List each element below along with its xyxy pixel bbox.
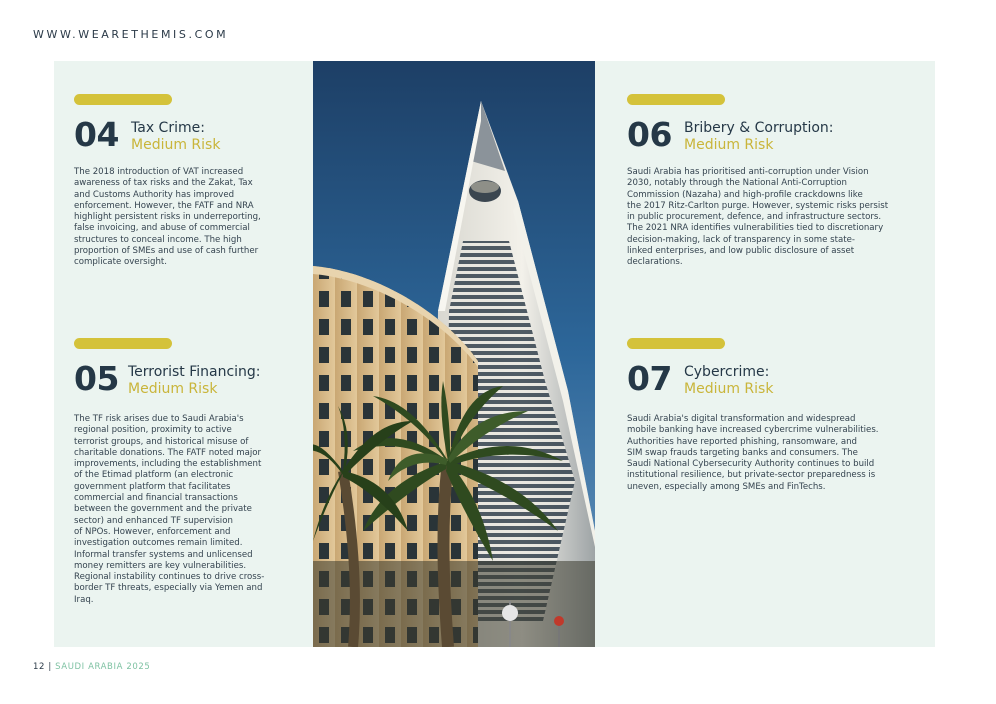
accent-bar xyxy=(627,94,725,105)
section-body: Saudi Arabia's digital transformation and widespread mobile banking have increased cybercrime vulnerabilities. Authorities have reported phishing, ransomware, and SIM swap frauds targeting banks and consumers. The Saudi National Cybersecurity Authority continues to build institutional resilience, but private-sector preparedness is uneven, especially among SMEs and FinTechs. xyxy=(627,414,879,492)
section-bribery-corruption xyxy=(627,94,927,284)
section-number: 07 xyxy=(627,359,672,398)
risk-level: Medium Risk xyxy=(684,381,774,397)
section-number: 06 xyxy=(627,115,672,154)
footer-separator: | xyxy=(48,662,52,672)
section-title: Terrorist Financing: xyxy=(128,364,261,380)
risk-level: Medium Risk xyxy=(684,137,774,153)
section-title: Tax Crime: xyxy=(131,120,205,136)
section-title: Cybercrime: xyxy=(684,364,770,380)
section-title: Bribery & Corruption: xyxy=(684,120,834,136)
accent-bar xyxy=(627,338,725,349)
accent-bar xyxy=(74,94,172,105)
risk-level: Medium Risk xyxy=(128,381,218,397)
site-url: WWW.WEARETHEMIS.COM xyxy=(33,28,229,41)
risk-level: Medium Risk xyxy=(131,137,221,153)
section-body: The 2018 introduction of VAT increased awareness of tax risks and the Zakat, Tax and Customs Authority has improved enforcement. However, the FATF and NRA highlight persistent risks in underreporting, false invoicing, and abuse of commercial structures to conceal income. The high proportion of SMEs and use of cash further complicate oversight. xyxy=(74,167,261,268)
section-number: 04 xyxy=(74,115,119,154)
section-terrorist-financing xyxy=(74,338,309,618)
page-number: 12 xyxy=(33,662,46,672)
section-number: 05 xyxy=(74,359,119,398)
section-body: The TF risk arises due to Saudi Arabia's regional position, proximity to active terrorist groups, and historical misuse of charitable donations. The FATF noted major improvements, including the establishment of the Etimad platform (an electronic government platform that facilitates commercial and financial transactions between the government and the private sector) and enhanced TF supervision of NPOs. However, enforcement and investigation outcomes remain limited. Informal transfer systems and unlicensed money remitters are key vulnerabilities. Regional instability continues to drive cross- border TF threats, especially via Yemen and Iraq. xyxy=(74,414,265,605)
accent-bar xyxy=(74,338,172,349)
section-tax-crime xyxy=(74,94,309,284)
tower-photo xyxy=(313,61,595,647)
footer-label: SAUDI ARABIA 2025 xyxy=(55,662,151,672)
section-body: Saudi Arabia has prioritised anti-corruption under Vision 2030, notably through the National Anti-Corruption Commission (Nazaha) and high-profile crackdowns like the 2017 Ritz-Carlton purge. However, systemic risks persist in public procurement, defence, and infrastructure sectors. The 2021 NRA identifies vulnerabilities tied to discretionary decision-making, lack of transparency in some state- linked enterprises, and low public disclosure of asset declarations. xyxy=(627,167,889,268)
section-cybercrime xyxy=(627,338,927,508)
page-footer xyxy=(33,662,150,672)
